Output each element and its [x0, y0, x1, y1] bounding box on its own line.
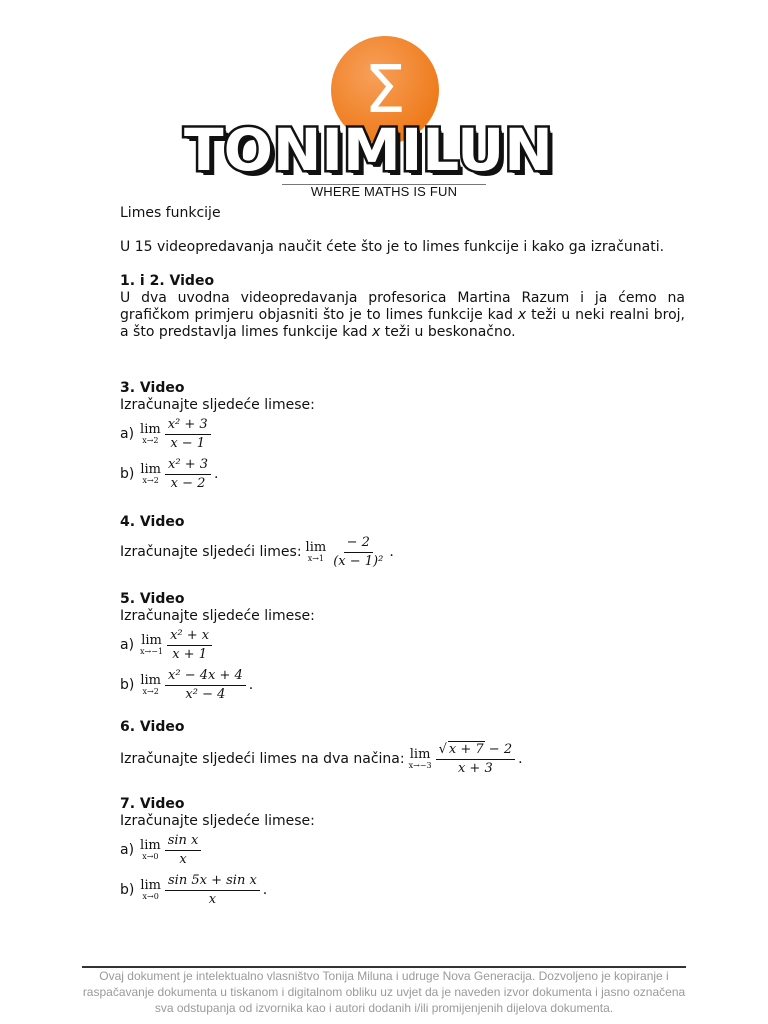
trailing-period: .: [389, 543, 394, 560]
item-label: b): [120, 881, 135, 898]
limit-expression: [140, 668, 253, 703]
trailing-period: .: [214, 465, 219, 482]
section-7-intro: Izračunajte sljedeće limese:: [120, 813, 315, 829]
numerator: [436, 741, 516, 760]
lim-subscript: x→2: [142, 475, 159, 485]
logo: [0, 0, 768, 210]
section-6-heading: 6. Video: [120, 719, 185, 735]
s1-var-x2: x: [372, 324, 381, 340]
lim-word: lim: [141, 632, 162, 648]
limit-expression: [409, 741, 523, 777]
section-5-intro: Izračunajte sljedeće limese:: [120, 608, 315, 624]
section-7-item-b: [120, 870, 685, 910]
numerator: x² + 3: [165, 457, 211, 475]
limit-expression: [140, 833, 201, 868]
lim-word: lim: [140, 421, 161, 437]
denominator: x: [179, 851, 187, 867]
numerator: sin 5x + sin x: [165, 873, 260, 891]
copyright-footer: Ovaj dokument je intelektualno vlasništvo Tonija Miluna i udruge Nova Generacija. Dozvoljeno je kopiranje i raspačavanje dokumenta u tiskanom i digitalnom obliku uz uvjet da je naveden izvor dokumenta i jasno označena sva odstupanja od izvornika kao i autori dodanih i/ili promijenjenih dijelova dokumenta.: [82, 969, 686, 1015]
lim-word: lim: [305, 539, 327, 555]
section-5-heading: 5. Video: [120, 591, 185, 607]
lim-subscript: x→0: [142, 891, 159, 901]
numerator: x² + x: [167, 628, 212, 646]
section-3-item-a: [120, 414, 685, 454]
s1-text-b: teži u neki realni broj, a što predstavlja limes funkcije kad: [120, 307, 685, 340]
denominator: x: [208, 891, 217, 907]
section-5-item-b: [120, 665, 685, 705]
section-4-item: [120, 531, 685, 573]
s1-text-c: teži u beskonačno.: [380, 324, 516, 340]
document-body: [120, 205, 685, 910]
lim-subscript: x→2: [142, 686, 159, 696]
sqrt-icon: √: [438, 742, 447, 757]
item-label: b): [120, 676, 135, 693]
document-title: Limes funkcije: [120, 205, 221, 221]
denominator: x − 1: [170, 435, 206, 451]
section-1-text: [120, 290, 685, 341]
denominator: x² − 4: [185, 686, 226, 702]
lim-word: lim: [140, 877, 162, 893]
numerator-rest: − 2: [484, 742, 513, 757]
limit-expression: [140, 628, 212, 663]
lim-word: lim: [140, 837, 161, 853]
intro-paragraph: U 15 videopredavanja naučit ćete što je to limes funkcije i kako ga izračunati.: [120, 239, 665, 255]
sigma-symbol: Σ: [364, 51, 406, 128]
trailing-period: .: [262, 881, 268, 898]
denominator: x + 3: [457, 761, 493, 776]
section-1-heading: 1. i 2. Video: [120, 273, 215, 289]
numerator: − 2: [344, 535, 373, 553]
section-3-intro: Izračunajte sljedeće limese:: [120, 397, 315, 413]
lim-subscript: x→2: [142, 435, 159, 445]
section-4-heading: 4. Video: [120, 514, 185, 530]
section-4-text: Izračunajte sljedeći limes:: [120, 543, 302, 560]
limit-expression: [306, 535, 394, 570]
section-5-item-a: [120, 625, 685, 665]
section-6-item: [120, 736, 685, 782]
section-3-heading: 3. Video: [120, 380, 185, 396]
limit-expression: [140, 417, 211, 452]
section-7-heading: 7. Video: [120, 796, 185, 812]
numerator: x² + 3: [165, 417, 211, 435]
section-3-item-b: [120, 454, 685, 494]
lim-word: lim: [409, 746, 431, 762]
lim-subscript: x→−1: [140, 646, 164, 656]
limit-expression: [140, 457, 218, 492]
lim-word: lim: [140, 672, 162, 688]
limit-expression: [140, 873, 267, 908]
numerator: sin x: [165, 833, 202, 851]
lim-subscript: x→−3: [408, 760, 432, 770]
item-label: b): [120, 465, 135, 482]
denominator: x − 2: [170, 475, 206, 491]
item-label: a): [120, 636, 135, 653]
s1-var-x: x: [517, 307, 527, 323]
radicand: x + 7: [448, 742, 484, 757]
numerator: x² − 4x + 4: [165, 668, 246, 686]
brand-tagline: WHERE MATHS IS FUN: [310, 184, 458, 199]
item-label: a): [120, 425, 135, 442]
lim-subscript: x→1: [307, 553, 325, 563]
section-6-text: Izračunajte sljedeći limes na dva načina:: [120, 750, 405, 767]
s1-text-a: U dva uvodna videopredavanja profesorica Martina Razum i ja ćemo na grafičkom primjeru objasniti što je to limes funkcije kad: [120, 290, 685, 323]
section-7-item-a: [120, 830, 685, 870]
lim-word: lim: [140, 461, 162, 477]
denominator: x + 1: [172, 646, 207, 662]
denominator: (x − 1)²: [333, 553, 384, 569]
trailing-period: .: [248, 676, 254, 693]
lim-subscript: x→0: [142, 851, 159, 861]
item-label: a): [120, 841, 135, 858]
brand-wordmark: TONIMILUN: [184, 116, 553, 184]
trailing-period: .: [518, 750, 523, 767]
